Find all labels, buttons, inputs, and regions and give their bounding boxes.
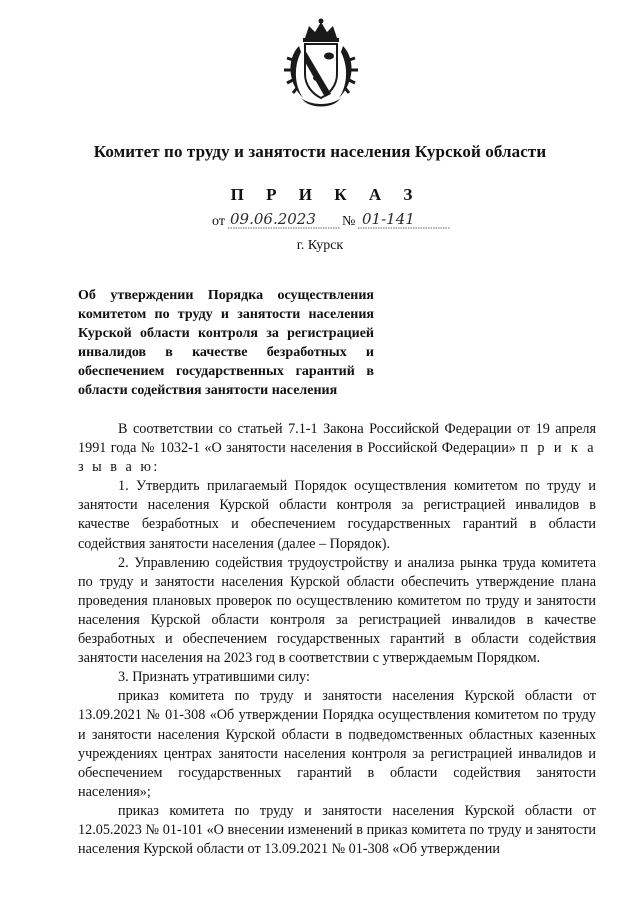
subject-line: Об утверждении Порядка осуществления — [78, 288, 374, 303]
item-1: 1. Утвердить прилагаемый Порядок осуществления комитетом по труду и занятости населения Курской области контроля за регистрацией инвалидов в качестве безработных и обеспечением государственных гарантий в области содействия занятости населения (далее – Порядок). — [78, 478, 596, 552]
date-handwritten: 09.06.2023 — [230, 210, 316, 228]
intro-paragraph — [78, 420, 596, 477]
order-title: П Р И К А З — [230, 185, 422, 204]
number-handwritten: 01-141 — [362, 210, 415, 228]
date-underline — [228, 227, 340, 230]
subject-line: области содействия занятости населения — [78, 383, 338, 398]
item-3: 3. Признать утратившими силу: — [118, 669, 310, 686]
subject-line: Курской области контроля за регистрацией — [78, 326, 374, 341]
city: г. Курск — [296, 238, 344, 253]
item-3-a: приказ комитета по труду и занятости населения Курской области от 13.09.2021 № 01-308 «Об утверждении Порядка осуществления комитетом по труду и занятости населения Курской области в подведомственных областных казенных учреждениях центрах занятости населения контроля за регистрацией инвалидов и обеспечением государственных гарантий в области содействия занятости населения»; — [78, 688, 596, 800]
subject-line: комитетом по труду и занятости населения — [78, 307, 374, 322]
committee-name: Комитет по труду и занятости населения Курской области — [93, 142, 547, 161]
order-subject — [78, 286, 374, 400]
item-2: 2. Управлению содействия трудоустройству и анализа рынка труда комитета по труду и занятости населения Курской области обеспечить утверждение плана проведения плановых проверок по осуществлению комитетом по труду и занятости населения Курской области контроля за регистрацией инвалидов в качестве безработных и обеспечением государственных гарантий в области содействия занятости населения на 2023 год в соответствии с утверждаемым Порядком. — [78, 554, 596, 667]
kursk-region-coat-of-arms-icon — [281, 16, 361, 108]
subject-line: обеспечением государственных гарантий в — [78, 364, 374, 379]
intro-command: п р и к а з ы в а ю: — [78, 440, 597, 476]
order-body — [78, 420, 596, 859]
number-prefix: № — [342, 214, 356, 229]
date-prefix: от — [212, 214, 225, 229]
item-3-b: приказ комитета по труду и занятости населения Курской области от 12.05.2023 № 01-101 «О внесении изменений в приказ комитета по труду и занятости населения Курской области от 13.09.2021 № 01-308 «Об утверждении — [78, 802, 596, 858]
intro-text: В соответствии со статьей 7.1-1 Закона Российской Федерации от 19 апреля 1991 года № 1032-1 «О занятости населения в Российской Федерации» — [78, 421, 596, 457]
number-underline — [358, 227, 450, 230]
subject-line: инвалидов в качестве безработных и — [78, 345, 374, 360]
